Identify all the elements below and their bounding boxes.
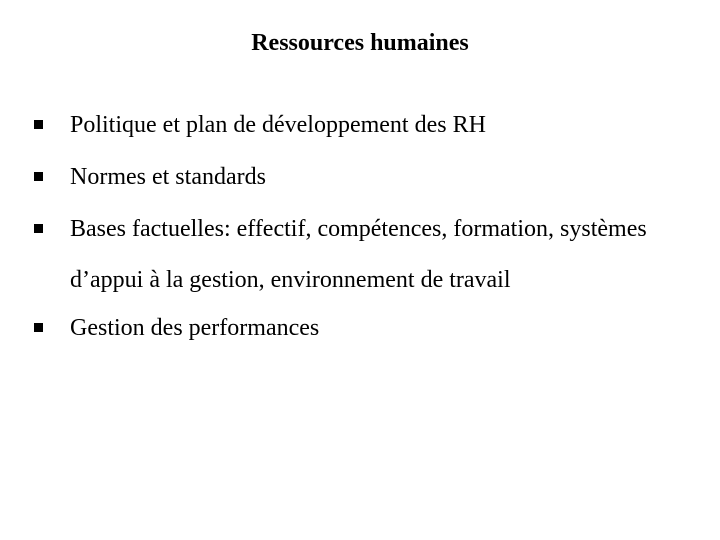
- square-bullet-icon: [34, 310, 54, 346]
- bullet-list: [34, 107, 694, 362]
- bullet-item: [34, 204, 694, 306]
- bullet-text: Politique et plan de développement des RH: [70, 112, 486, 138]
- square-bullet-icon: [34, 107, 54, 143]
- bullet-item: [34, 310, 694, 346]
- slide-title: Ressources humaines: [251, 30, 469, 56]
- bullet-item: [34, 107, 694, 143]
- bullet-text: Normes et standards: [70, 164, 266, 190]
- bullet-text: Bases factuelles: effectif, compétences, formation, systèmes d’appui à la gestion, environnement de travail: [70, 216, 647, 293]
- square-bullet-icon: [34, 159, 54, 195]
- bullet-item: [34, 159, 694, 195]
- square-bullet-icon: [34, 204, 54, 255]
- bullet-text: Gestion des performances: [70, 315, 320, 341]
